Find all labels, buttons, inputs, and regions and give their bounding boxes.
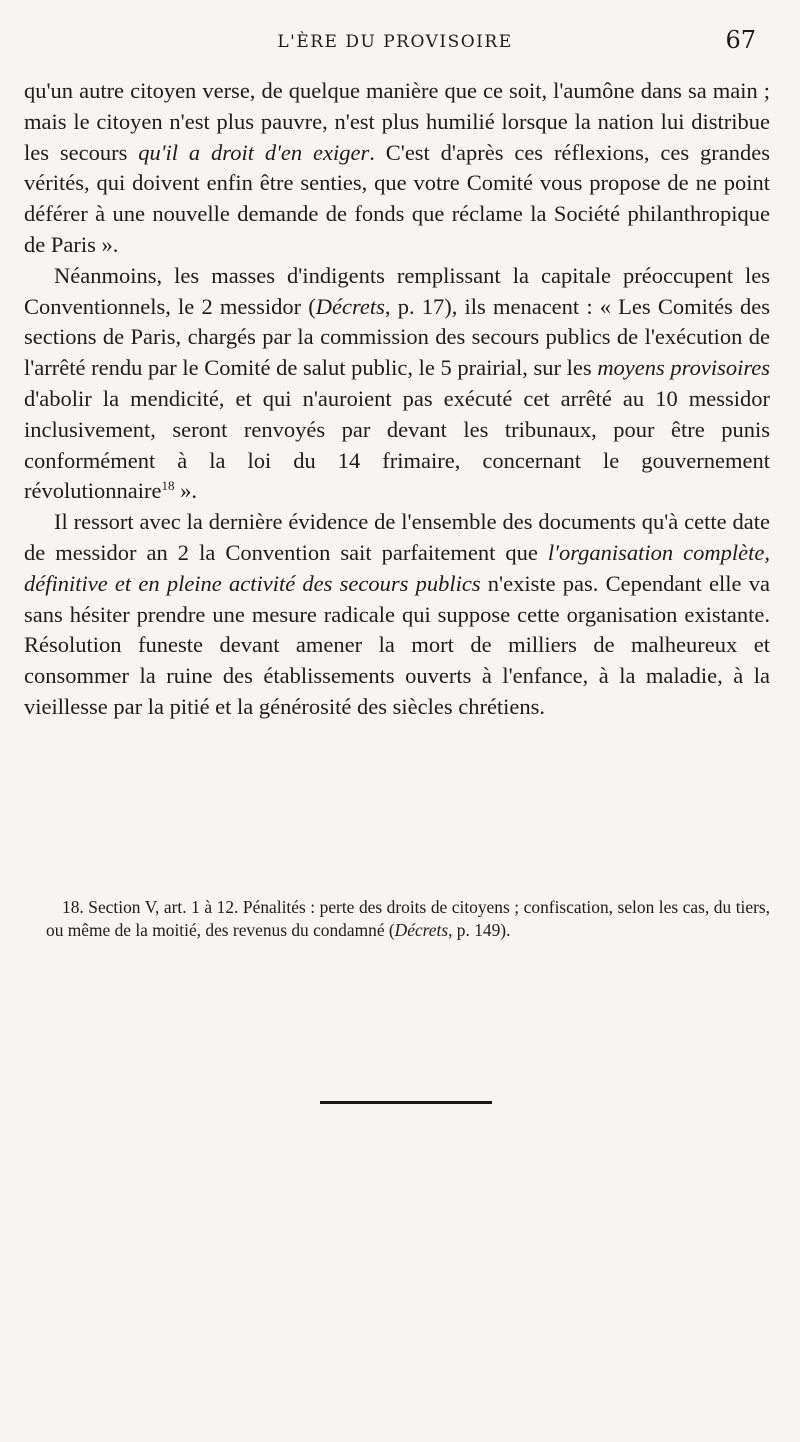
paragraph-3 (24, 507, 770, 723)
footnote-reference: 18 (161, 478, 175, 494)
text-span: Il ressort avec la dernière évidence de l'ensemble des documents qu'à cette date de messidor an 2 la Convention sait parfaitement que (24, 509, 770, 565)
italic-span: Décrets (394, 920, 449, 940)
text-span: n'existe pas. Cependant elle va sans hésiter prendre une mesure radicale qui suppose cette organisation existante. Résolution funeste devant amener la mort de milliers de malheureux et consommer la ruine des établissements ouverts à l'enfance, à la maladie, à la vieillesse par la pitié et la générosité des siècles chrétiens. (24, 570, 770, 719)
page-header (34, 26, 756, 66)
body-text (24, 76, 770, 723)
italic-span: Décrets (315, 293, 385, 319)
text-span: , p. 149). (448, 920, 511, 940)
footnote-18 (46, 896, 770, 942)
text-span: d'abolir la mendicité, et qui n'auroient pas exécuté cet arrêté au 10 messidor inclusivement, seront renvoyés par devant les tribunaux, pour être punis conformément à la loi du 14 frimaire, concernant le gouvernement révolutionnaire (24, 385, 770, 504)
text-span: ». (174, 478, 197, 504)
italic-span: l'organisation complète, définitive et en pleine activité des secours publics (24, 539, 770, 596)
text-span: qu'un autre citoyen verse, de quelque manière que ce soit, l'aumône dans sa main ; mais le citoyen n'est plus pauvre, n'est plus humilié lorsque la nation lui distribue les secours (24, 78, 770, 165)
paragraph-1 (24, 76, 770, 261)
paragraph-2 (24, 261, 770, 507)
italic-span: qu'il a droit d'en exiger (138, 139, 370, 165)
footnote-number: 18. (62, 897, 84, 917)
running-head: L'ÈRE DU PROVISOIRE (277, 32, 513, 52)
text-span: Section V, art. 1 à 12. Pénalités : perte des droits de citoyens ; confiscation, selon les cas, du tiers, ou même de la moitié, des revenus du condamné ( (46, 897, 770, 940)
end-rule (320, 1101, 492, 1104)
text-span: . C'est d'après ces réflexions, ces grandes vérités, qui doivent enfin être senties, que votre Comité vous propose de ne point déférer à une nouvelle demande de fonds que réclame la Société philanthropique de Paris ». (24, 139, 770, 257)
page-number: 67 (725, 26, 756, 54)
italic-span: moyens provisoires (597, 355, 771, 381)
text-span: Néanmoins, les masses d'indigents remplissant la capitale préoccupent les Conventionnels, le 2 messidor ( (24, 262, 770, 319)
text-span: , p. 17), ils menacent : « Les Comités des sections de Paris, chargés par la commission des secours publics de l'exécution de l'arrêté rendu par le Comité de salut public, le 5 prairial, sur les (24, 293, 771, 381)
